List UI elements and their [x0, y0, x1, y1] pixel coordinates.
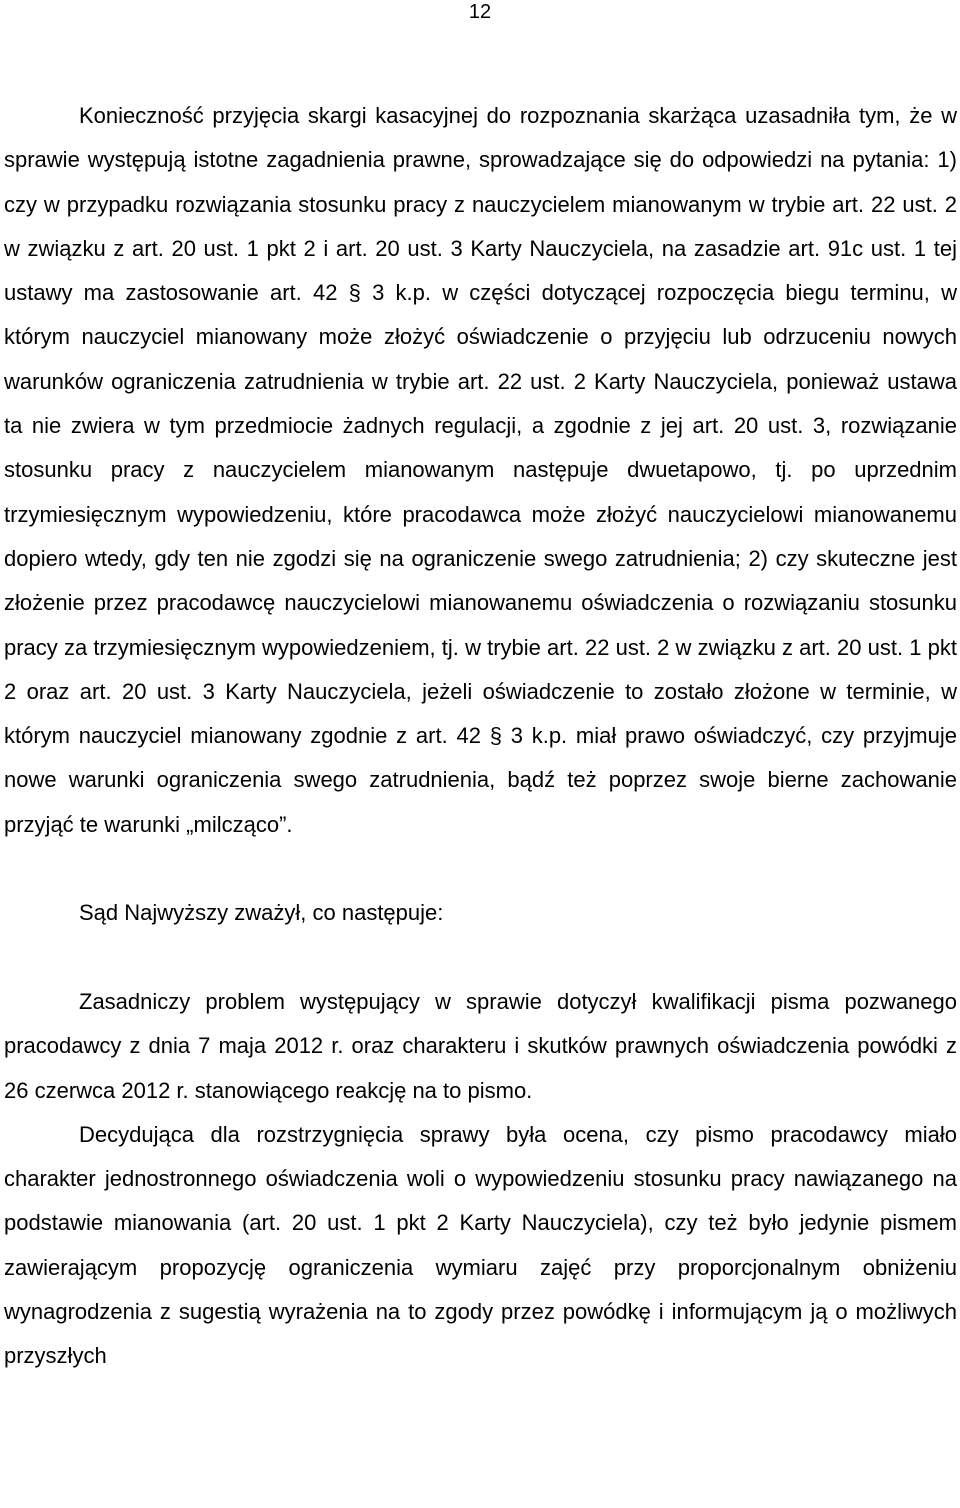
paragraph-cassation-grounds: Konieczność przyjęcia skargi kasacyjnej do rozpoznania skarżąca uzasadniła tym, że w sprawie występują istotne zagadnienia prawne, sprowadzające się do odpowiedzi na pytania: 1) czy w przypadku rozwiązania stosunku pracy z nauczycielem mianowanym w trybie art. 22 ust. 2 w związku z art. 20 ust. 1 pkt 2 i art. 20 ust. 3 Karty Nauczyciela, na zasadzie art. 91c ust. 1 tej ustawy ma zastosowanie art. 42 § 3 k.p. w części dotyczącej rozpoczęcia biegu terminu, w którym nauczyciel mianowany może złożyć oświadczenie o przyjęciu lub odrzuceniu nowych warunków ograniczenia zatrudnienia w trybie art. 22 ust. 2 Karty Nauczyciela, ponieważ ustawa ta nie zwiera w tym przedmiocie żadnych regulacji, a zgodnie z jej art. 20 ust. 3, rozwiązanie stosunku pracy z nauczycielem mianowanym następuje dwuetapowo, tj. po uprzednim trzymiesięcznym wypowiedzeniu, które pracodawca może złożyć nauczycielowi mianowanemu dopiero wtedy, gdy ten nie zgodzi się na ograniczenie swego zatrudnienia; 2) czy skuteczne jest złożenie przez pracodawcę nauczycielowi mianowanemu oświadczenia o rozwiązaniu stosunku pracy za trzymiesięcznym wypowiedzeniem, tj. w trybie art. 22 ust. 2 w związku z art. 20 ust. 1 pkt 2 oraz art. 20 ust. 3 Karty Nauczyciela, jeżeli oświadczenie to zostało złożone w terminie, w którym nauczyciel mianowany zgodnie z art. 42 § 3 k.p. miał prawo oświadczyć, czy przyjmuje nowe warunki ograniczenia swego zatrudnienia, bądź też poprzez swoje bierne zachowanie przyjąć te warunki „milcząco”.	[4, 103, 957, 837]
page-number: 12	[468, 1, 492, 23]
spacer	[4, 936, 957, 980]
paragraph-decisive-assessment: Decydująca dla rozstrzygnięcia sprawy była ocena, czy pismo pracodawcy miało charakter jednostronnego oświadczenia woli o wypowiedzeniu stosunku pracy nawiązanego na podstawie mianowania (art. 20 ust. 1 pkt 2 Karty Nauczyciela), czy też było jedynie pismem zawierającym propozycję ograniczenia wymiaru zajęć przy proporcjonalnym obniżeniu wynagrodzenia z sugestią wyrażenia na to zgody przez powódkę i informującym ją o możliwych przyszłych	[4, 1121, 957, 1369]
paragraph-main-problem: Zasadniczy problem występujący w sprawie dotyczył kwalifikacji pisma pozwanego pracodawcy z dnia 7 maja 2012 r. oraz charakteru i skutków prawnych oświadczenia powódki z 26 czerwca 2012 r. stanowiącego reakcję na to pismo.	[4, 988, 957, 1103]
spacer	[4, 847, 957, 891]
section-heading: Sąd Najwyższy zważył, co następuje:	[79, 900, 444, 926]
document-body	[4, 94, 957, 1379]
